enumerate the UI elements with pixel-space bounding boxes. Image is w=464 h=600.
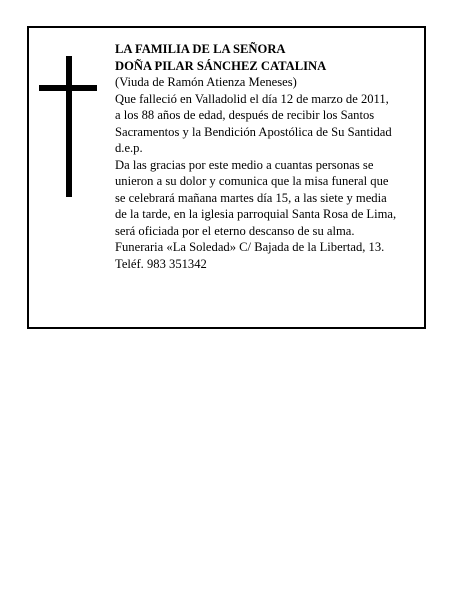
- thanks-line: será oficiada por el eterno descanso de su alma.: [115, 223, 355, 238]
- cross-vertical-bar: [66, 56, 72, 197]
- rip-abbreviation: d.e.p.: [115, 141, 143, 155]
- death-line: a los 88 años de edad, después de recibir los Santos: [115, 108, 375, 122]
- thanks-line: de la tarde, en la iglesia parroquial Santa Rosa de Lima,: [115, 207, 397, 221]
- funeral-home-line: Funeraria «La Soledad» C/ Bajada de la Libertad, 13.: [115, 240, 385, 254]
- death-line: Que falleció en Valladolid el día 12 de marzo de 2011,: [115, 91, 389, 106]
- thanks-line: se celebrará mañana martes día 15, a las siete y media: [115, 190, 387, 205]
- notice-heading-line1: LA FAMILIA DE LA SEÑORA: [115, 42, 286, 56]
- thanks-line: Da las gracias por este medio a cuantas personas se: [115, 157, 374, 172]
- obituary-notice: [27, 26, 426, 329]
- death-line: Sacramentos y la Bendición Apostólica de Su Santidad: [115, 124, 392, 139]
- widow-note: (Viuda de Ramón Atienza Meneses): [115, 75, 297, 89]
- funeral-home-phone: Teléf. 983 351342: [115, 256, 207, 271]
- notice-heading-line2: DOÑA PILAR SÁNCHEZ CATALINA: [115, 58, 327, 73]
- cross-horizontal-bar: [39, 85, 97, 91]
- thanks-line: unieron a su dolor y comunica que la misa funeral que: [115, 174, 389, 188]
- notice-text: [115, 41, 425, 272]
